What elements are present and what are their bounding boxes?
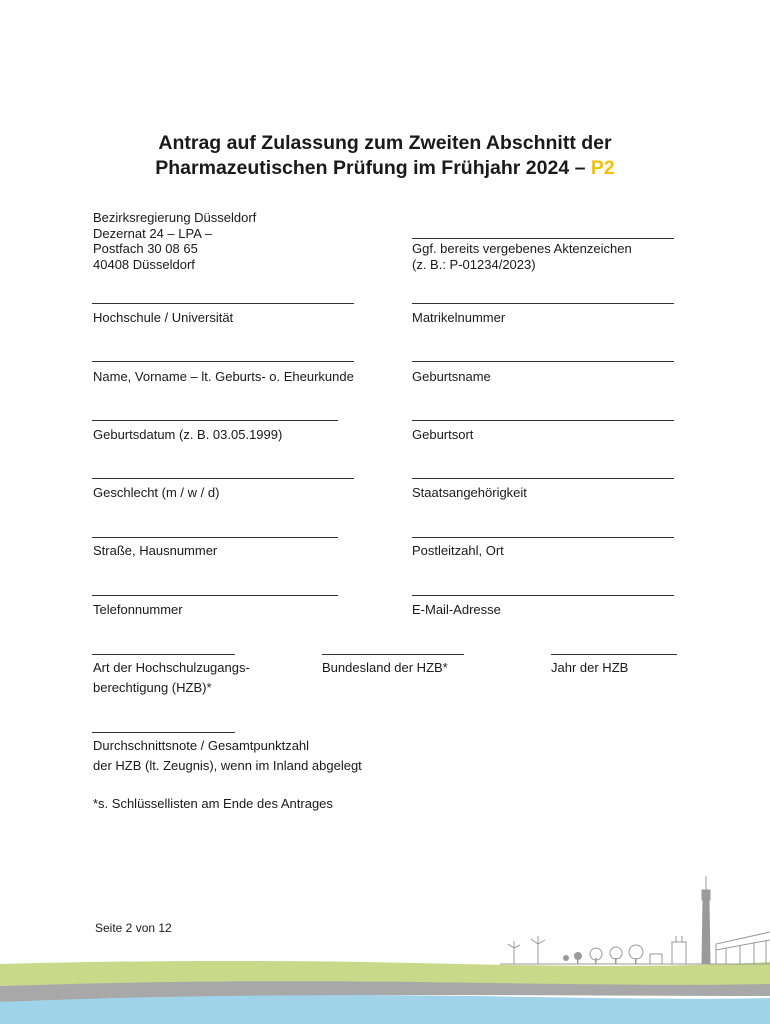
hzb-jahr-field[interactable] <box>551 654 677 655</box>
rheinturm-tower-icon <box>702 876 710 964</box>
hzb-note-label-line1: Durchschnittsnote / Gesamtpunktzahl <box>93 738 310 753</box>
hzb-note-field[interactable] <box>92 732 235 733</box>
name-label: Name, Vorname – lt. Geburts- o. Eheurkunde <box>93 369 354 384</box>
geburtsort-label: Geburtsort <box>412 427 474 442</box>
hzb-jahr-label: Jahr der HZB <box>551 660 629 675</box>
bridge-icon <box>716 932 770 964</box>
form-title-line1: Antrag auf Zulassung zum Zweiten Abschnitt der <box>158 132 612 154</box>
geburtsort-field[interactable] <box>412 420 674 421</box>
geburtsdatum-label: Geburtsdatum (z. B. 03.05.1999) <box>93 427 283 442</box>
email-field[interactable] <box>412 595 674 596</box>
name-field[interactable] <box>92 361 354 362</box>
form-code-p2: P2 <box>590 157 615 179</box>
address-line-department: Dezernat 24 – LPA – <box>93 226 213 241</box>
hochschule-field[interactable] <box>92 303 354 304</box>
geschlecht-label: Geschlecht (m / w / d) <box>93 485 220 500</box>
hzb-art-field[interactable] <box>92 654 235 655</box>
footnote: *s. Schlüssellisten am Ende des Antrages <box>93 796 333 811</box>
telefon-label: Telefonnummer <box>93 602 183 617</box>
hzb-bundesland-field[interactable] <box>322 654 464 655</box>
staatsangehoerigkeit-label: Staatsangehörigkeit <box>412 485 527 500</box>
geburtsname-label: Geburtsname <box>412 369 491 384</box>
strasse-field[interactable] <box>92 537 338 538</box>
staatsangehoerigkeit-field[interactable] <box>412 478 674 479</box>
form-title-line2 <box>0 156 770 181</box>
skyline-illustration <box>0 870 770 1024</box>
aktenzeichen-field[interactable] <box>412 238 674 239</box>
river-band <box>0 995 770 1024</box>
geburtsdatum-field[interactable] <box>92 420 338 421</box>
address-line-authority: Bezirksregierung Düsseldorf <box>93 210 257 225</box>
email-label: E-Mail-Adresse <box>412 602 501 617</box>
aktenzeichen-example: (z. B.: P-01234/2023) <box>412 257 536 272</box>
matrikel-label: Matrikelnummer <box>412 310 506 325</box>
hzb-art-label-line1: Art der Hochschulzugangs- <box>93 660 250 675</box>
geburtsname-field[interactable] <box>412 361 674 362</box>
geschlecht-field[interactable] <box>92 478 354 479</box>
hzb-art-label-line2: berechtigung (HZB)* <box>93 680 212 695</box>
hzb-note-label-line2: der HZB (lt. Zeugnis), wenn im Inland abgelegt <box>93 758 362 773</box>
buildings-icon <box>672 936 686 964</box>
form-title-line2-text: Pharmazeutischen Prüfung im Frühjahr 2024 – <box>155 157 586 179</box>
page-number: Seite 2 von 12 <box>95 921 172 935</box>
strasse-label: Straße, Hausnummer <box>93 543 218 558</box>
address-line-city: 40408 Düsseldorf <box>93 257 195 272</box>
telefon-field[interactable] <box>92 595 338 596</box>
wind-turbine-icon <box>508 936 545 964</box>
aktenzeichen-label: Ggf. bereits vergebenes Aktenzeichen <box>412 241 632 256</box>
matrikel-field[interactable] <box>412 303 674 304</box>
trees-icon <box>563 945 662 964</box>
plz-ort-field[interactable] <box>412 537 674 538</box>
plz-ort-label: Postleitzahl, Ort <box>412 543 504 558</box>
form-title <box>0 131 770 181</box>
address-line-postbox: Postfach 30 08 65 <box>93 241 198 256</box>
hzb-bundesland-label: Bundesland der HZB* <box>322 660 448 675</box>
hochschule-label: Hochschule / Universität <box>93 310 234 325</box>
